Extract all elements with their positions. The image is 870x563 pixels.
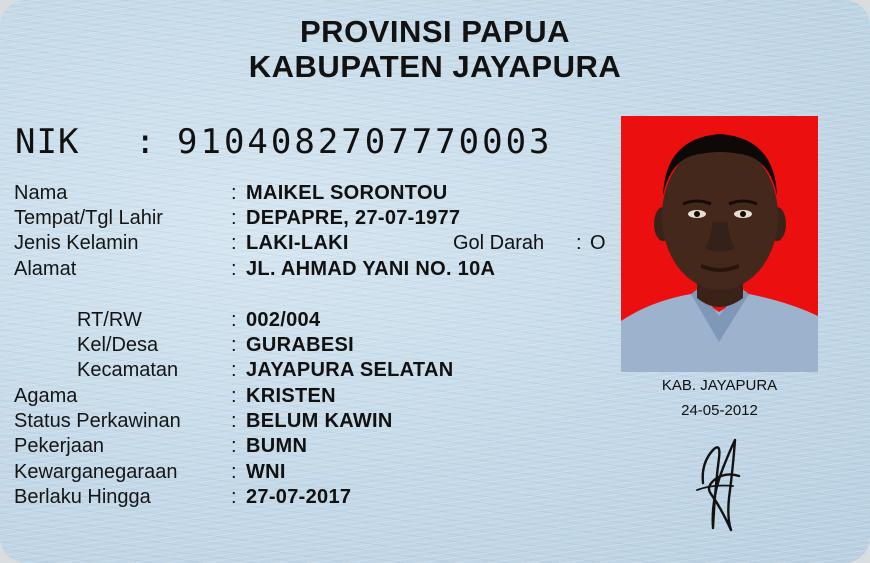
field-jenis-kelamin [0, 230, 620, 256]
field-label: Nama [14, 182, 68, 204]
field-label: Status Perkawinan [14, 410, 181, 432]
holder-photo [621, 116, 818, 372]
field-label: Kecamatan [77, 359, 179, 381]
nik-label: NIK [15, 122, 80, 162]
field-value: BELUM KAWIN [246, 410, 393, 432]
field-value: JAYAPURA SELATAN [246, 359, 454, 381]
field-label: Pekerjaan [14, 435, 105, 457]
field-value: GURABESI [246, 334, 354, 356]
field-separator: : [231, 461, 237, 483]
gol-darah-value: O [590, 232, 606, 254]
field-label: Kel/Desa [77, 334, 159, 356]
nik-line [15, 120, 553, 164]
field-separator: : [231, 385, 237, 407]
gol-darah-label: Gol Darah [453, 232, 545, 254]
field-separator: : [231, 334, 237, 356]
issuance-place: KAB. JAYAPURA [661, 377, 778, 394]
field-label: Tempat/Tgl Lahir [14, 207, 163, 229]
nik-separator: : [135, 122, 157, 162]
field-separator: : [231, 182, 237, 204]
card-header [0, 14, 870, 84]
field-value: BUMN [246, 435, 308, 457]
field-separator: : [231, 486, 237, 508]
province-title: PROVINSI PAPUA [300, 14, 570, 49]
field-label: Jenis Kelamin [14, 232, 139, 254]
field-separator: : [231, 359, 237, 381]
field-separator: : [231, 309, 237, 331]
field-value: KRISTEN [246, 385, 336, 407]
regency-title: KABUPATEN JAYAPURA [248, 49, 622, 84]
portrait-icon [621, 116, 818, 372]
field-label: Alamat [14, 258, 77, 280]
field-separator: : [231, 232, 237, 254]
field-separator: : [231, 410, 237, 432]
field-separator: : [231, 207, 237, 229]
field-value: MAIKEL SORONTOU [246, 182, 448, 204]
field-value: DEPAPRE, 27-07-1977 [246, 207, 461, 229]
field-value: 27-07-2017 [246, 486, 352, 508]
field-label: RT/RW [77, 309, 142, 331]
field-value: WNI [246, 461, 286, 483]
field-label: Kewarganegaraan [14, 461, 178, 483]
field-separator: : [231, 258, 237, 280]
signature-icon [683, 428, 753, 538]
nik-value: 9104082707770003 [177, 122, 553, 162]
field-separator: : [231, 435, 237, 457]
issuance-date: 24-05-2012 [681, 402, 758, 419]
field-value: LAKI-LAKI [246, 232, 349, 254]
field-label: Berlaku Hingga [14, 486, 151, 508]
gol-darah-separator: : [576, 232, 582, 254]
field-value: 002/004 [246, 309, 321, 331]
field-value: JL. AHMAD YANI NO. 10A [246, 258, 496, 280]
field-label: Agama [14, 385, 78, 407]
